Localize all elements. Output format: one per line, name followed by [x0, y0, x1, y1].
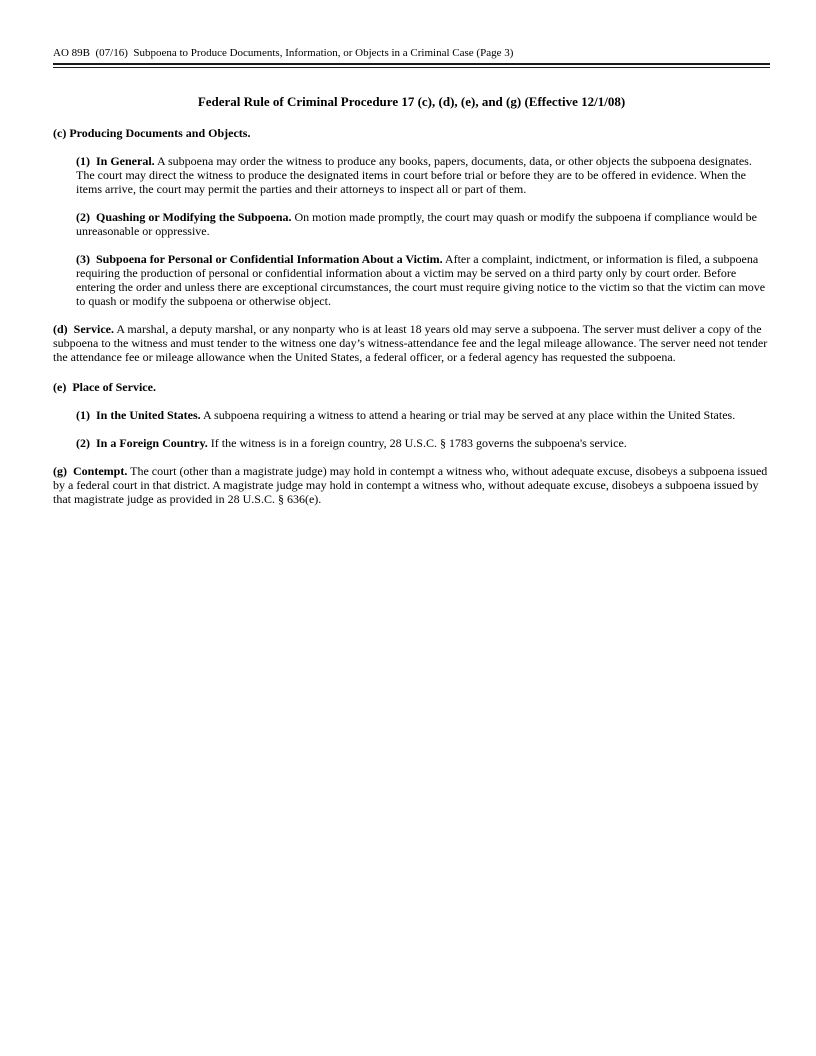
paragraph-c2 [76, 210, 770, 238]
paragraph-d [53, 322, 770, 364]
section-e [53, 380, 770, 450]
paragraph-c3-label: (3) Subpoena for Personal or Confidential Information About a Victim. [76, 252, 443, 266]
paragraph-c1-text: A subpoena may order the witness to produce any books, papers, documents, data, or other objects the subpoena designates. The court may direct the witness to produce the designated items in court before trial or before they are to be offered in evidence. When the items arrive, the court may permit the parties and their attorneys to inspect all or part of them. [76, 154, 752, 196]
paragraph-c3-text: After a complaint, indictment, or information is filed, a subpoena requiring the production of personal or confidential information about a victim may be served on a third party only by court order. Before entering the order and unless there are exceptional circumstances, the court must require giving notice to the victim so that the victim can move to quash or modify the subpoena or otherwise object. [76, 252, 766, 308]
form-header-line: AO 89B (07/16) Subpoena to Produce Documents, Information, or Objects in a Criminal Case (Page 3) [53, 47, 514, 59]
paragraph-c2-label: (2) Quashing or Modifying the Subpoena. [76, 210, 292, 224]
paragraph-c1 [76, 154, 770, 196]
page-title: Federal Rule of Criminal Procedure 17 (c), (d), (e), and (g) (Effective 12/1/08) [197, 94, 626, 109]
paragraph-c3 [76, 252, 770, 308]
header-divider [53, 63, 770, 68]
paragraph-e2 [76, 436, 770, 450]
paragraph-e1 [76, 408, 770, 422]
paragraph-e2-label: (2) In a Foreign Country. [76, 436, 208, 450]
paragraph-d-text: A marshal, a deputy marshal, or any nonparty who is at least 18 years old may serve a subpoena. The server must deliver a copy of the subpoena to the witness and must tender to the witness one day’s witness-attendance fee and the legal mileage allowance. The server need not tender the attendance fee or mileage allowance when the United States, a federal officer, or a federal agency has requested the subpoena. [53, 322, 768, 364]
section-c [53, 126, 770, 308]
paragraph-e1-text: A subpoena requiring a witness to attend a hearing or trial may be served at any place within the United States. [203, 408, 736, 422]
section-d [53, 322, 770, 364]
paragraph-e1-label: (1) In the United States. [76, 408, 201, 422]
paragraph-g-text: The court (other than a magistrate judge) may hold in contempt a witness who, without adequate excuse, disobeys a subpoena issued by a federal court in that district. A magistrate judge may hold in contempt a witness who, without adequate excuse, disobeys a subpoena issued by that magistrate judge as provided in 28 U.S.C. § 636(e). [53, 464, 768, 506]
paragraph-g-label: (g) Contempt. [53, 464, 128, 478]
section-e-heading: (e) Place of Service. [53, 380, 156, 394]
section-c-heading: (c) Producing Documents and Objects. [53, 126, 251, 140]
paragraph-c1-label: (1) In General. [76, 154, 155, 168]
paragraph-d-label: (d) Service. [53, 322, 114, 336]
paragraph-g [53, 464, 770, 506]
paragraph-c2-text: On motion made promptly, the court may quash or modify the subpoena if compliance would be unreasonable or oppressive. [76, 210, 757, 238]
section-g [53, 464, 770, 506]
paragraph-e2-text: If the witness is in a foreign country, 28 U.S.C. § 1783 governs the subpoena's service. [210, 436, 627, 450]
